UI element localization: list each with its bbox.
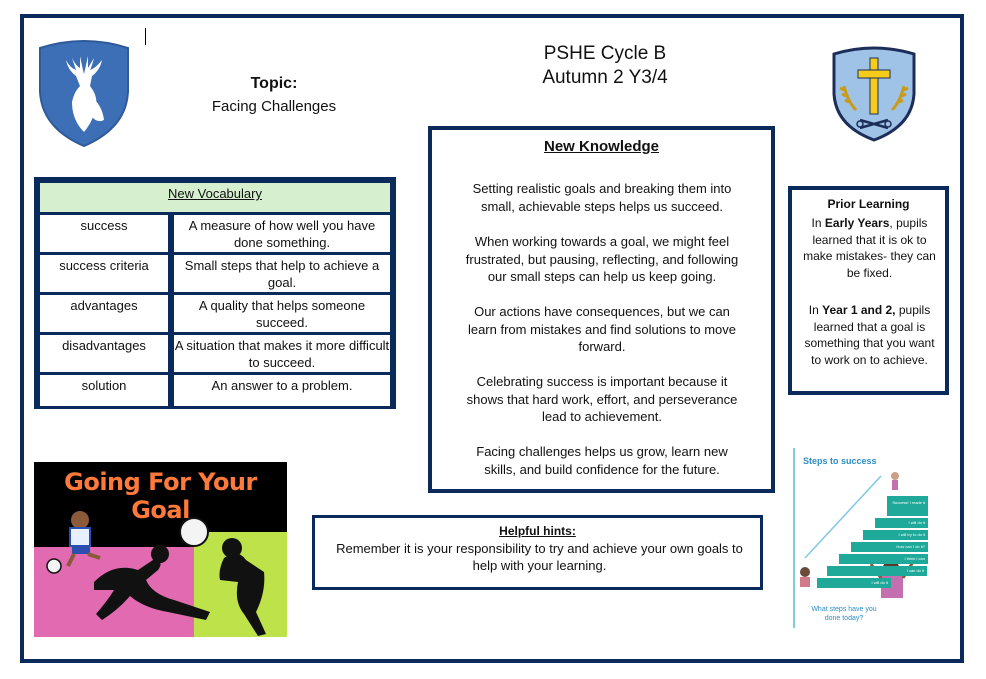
page-title bbox=[490, 42, 720, 90]
topic-heading: Topic: bbox=[250, 75, 298, 92]
step-4: How can I do it? bbox=[851, 542, 928, 552]
topic-value: Facing Challenges bbox=[211, 98, 337, 115]
stag-crest-icon bbox=[36, 40, 132, 148]
step-3: I think I can bbox=[839, 554, 928, 564]
hints-heading: Helpful hints: bbox=[499, 524, 576, 538]
new-knowledge-box bbox=[428, 126, 775, 493]
vocab-definition: An answer to a problem. bbox=[174, 375, 390, 406]
steps-question: What steps have you done today? bbox=[811, 606, 877, 622]
hints-text: Remember it is your responsibility to try and achieve your own goals to help with your learning. bbox=[336, 541, 743, 573]
vocabulary-heading: New Vocabulary bbox=[40, 183, 390, 212]
prior-year-1-2: In Year 1 and 2, pupils learned that a goal is something that you want to work on to achieve. bbox=[804, 303, 935, 367]
vocab-definition: A quality that helps someone succeed. bbox=[174, 295, 390, 332]
vocab-definition: Small steps that help to achieve a goal. bbox=[174, 255, 390, 292]
step-6: I will do it bbox=[875, 518, 928, 528]
helpful-hints-box bbox=[312, 515, 763, 590]
title-line-2: Autumn 2 Y3/4 bbox=[542, 67, 668, 88]
vocab-term: success bbox=[40, 215, 168, 252]
table-row bbox=[40, 295, 390, 332]
vocab-term: advantages bbox=[40, 295, 168, 332]
knowledge-paragraph: Setting realistic goals and breaking them into small, achievable steps helps us succeed. bbox=[472, 181, 732, 214]
table-row bbox=[40, 215, 390, 252]
vocab-term: disadvantages bbox=[40, 335, 168, 372]
steps-title: Steps to success bbox=[803, 456, 877, 466]
step-5: I will try to do it bbox=[863, 530, 928, 540]
vocabulary-table bbox=[34, 177, 396, 409]
steps-illustration bbox=[793, 448, 928, 628]
table-row bbox=[40, 255, 390, 292]
prior-early-years: In Early Years, pupils learned that it is ok to make mistakes- they can be fixed. bbox=[803, 216, 936, 280]
vocab-term: solution bbox=[40, 375, 168, 406]
step-1: I will do it bbox=[817, 578, 891, 588]
prior-learning-box bbox=[788, 186, 949, 395]
step-7: Success! I made it bbox=[887, 496, 928, 516]
goal-illustration bbox=[34, 462, 287, 637]
cross-crest-icon bbox=[830, 46, 918, 142]
new-knowledge-heading: New Knowledge bbox=[543, 138, 659, 155]
table-row bbox=[40, 375, 390, 406]
knowledge-paragraph: Our actions have consequences, but we can learn from mistakes and find solutions to move forward. bbox=[467, 304, 737, 354]
prior-learning-heading: Prior Learning bbox=[827, 197, 910, 211]
knowledge-paragraph: Facing challenges helps us grow, learn new skills, and build confidence for the future. bbox=[476, 444, 728, 477]
table-row bbox=[40, 335, 390, 372]
vocab-definition: A situation that makes it more difficult to succeed. bbox=[174, 335, 390, 372]
goal-title: Going For Your Goal bbox=[64, 468, 257, 524]
vocab-definition: A measure of how well you have done something. bbox=[174, 215, 390, 252]
title-line-1: PSHE Cycle B bbox=[543, 43, 667, 64]
knowledge-paragraph: Celebrating success is important because it shows that hard work, effort, and perseverance lead to achievement. bbox=[466, 374, 738, 424]
step-2: I can do it bbox=[827, 566, 927, 576]
vocab-term: success criteria bbox=[40, 255, 168, 292]
knowledge-paragraph: When working towards a goal, we might feel frustrated, but pausing, reflecting, and following our small steps can help us keep going. bbox=[465, 234, 739, 284]
text-cursor bbox=[145, 28, 146, 45]
